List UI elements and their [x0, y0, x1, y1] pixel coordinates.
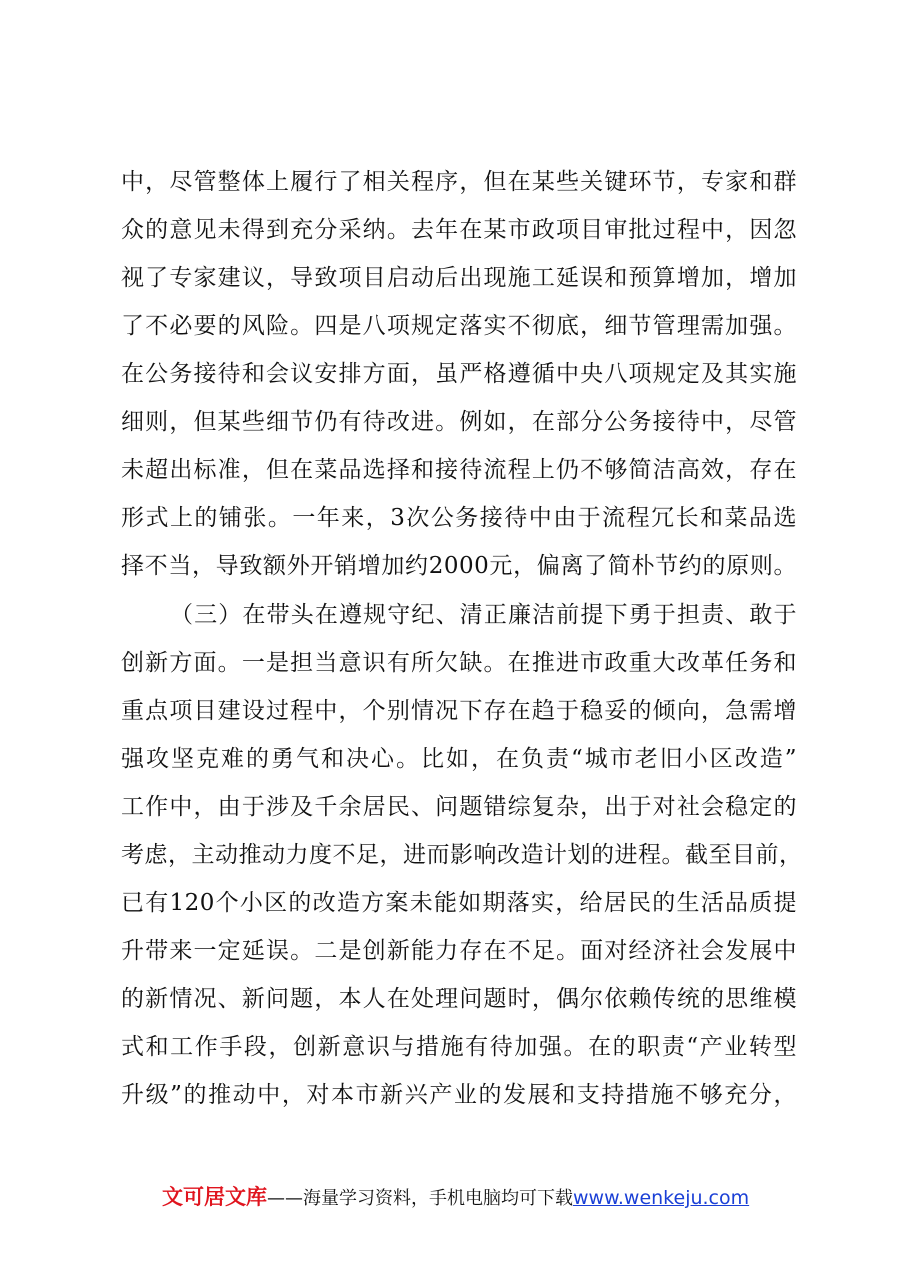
body-text-line: 细则，但某些细节仍有待改进。例如，在部分公务接待中，尽管 [121, 409, 797, 435]
section-heading-line: （三）在带头在遵规守纪、清正廉洁前提下勇于担责、敢于 [170, 602, 797, 628]
footer-link[interactable]: www.wenkeju.com [573, 1187, 750, 1209]
body-text-line: 中，尽管整体上履行了相关程序，但在某些关键环节，专家和群 [121, 169, 797, 195]
body-text-line: 创新方面。一是担当意识有所欠缺。在推进市政重大改革任务和 [121, 650, 797, 676]
body-text-line: 的新情况、新问题，本人在处理问题时，偶尔依赖传统的思维模 [121, 986, 797, 1012]
body-text-line: 升带来一定延误。二是创新能力存在不足。面对经济社会发展中 [121, 938, 797, 964]
body-text-line: 式和工作手段，创新意识与措施有待加强。在的职责“产业转型 [121, 1034, 797, 1060]
body-text-line: 众的意见未得到充分采纳。去年在某市政项目审批过程中，因忽 [121, 217, 797, 243]
body-text-line: 未超出标准，但在菜品选择和接待流程上仍不够简洁高效，存在 [121, 457, 797, 483]
body-text-line: 重点项目建设过程中，个别情况下存在趋于稳妥的倾向，急需增 [121, 698, 797, 724]
body-text-line: 升级”的推动中，对本市新兴产业的发展和支持措施不够充分， [121, 1082, 797, 1108]
body-text-line: 形式上的铺张。一年来，3次公务接待中由于流程冗长和菜品选 [121, 505, 797, 531]
body-text-line: 在公务接待和会议安排方面，虽严格遵循中央八项规定及其实施 [121, 361, 797, 387]
footer-brand: 文可居文库 [162, 1185, 267, 1209]
body-text-line: 强攻坚克难的勇气和决心。比如，在负责“城市老旧小区改造” [121, 746, 797, 772]
body-text-line: 视了专家建议，导致项目启动后出现施工延误和预算增加，增加 [121, 265, 797, 291]
body-text-line: 择不当，导致额外开销增加约2000元，偏离了简朴节约的原则。 [121, 553, 797, 579]
footer-tagline: ——海量学习资料，手机电脑均可下载 [267, 1188, 573, 1209]
body-text-line: 考虑，主动推动力度不足，进而影响改造计划的进程。截至目前， [121, 842, 803, 868]
body-text-line: 工作中，由于涉及千余居民、问题错综复杂，出于对社会稳定的 [121, 794, 797, 820]
body-text-line: 已有120个小区的改造方案未能如期落实，给居民的生活品质提 [121, 890, 797, 916]
body-text-line: 了不必要的风险。四是八项规定落实不彻底，细节管理需加强。 [121, 313, 797, 339]
footer-banner [162, 1180, 749, 1214]
